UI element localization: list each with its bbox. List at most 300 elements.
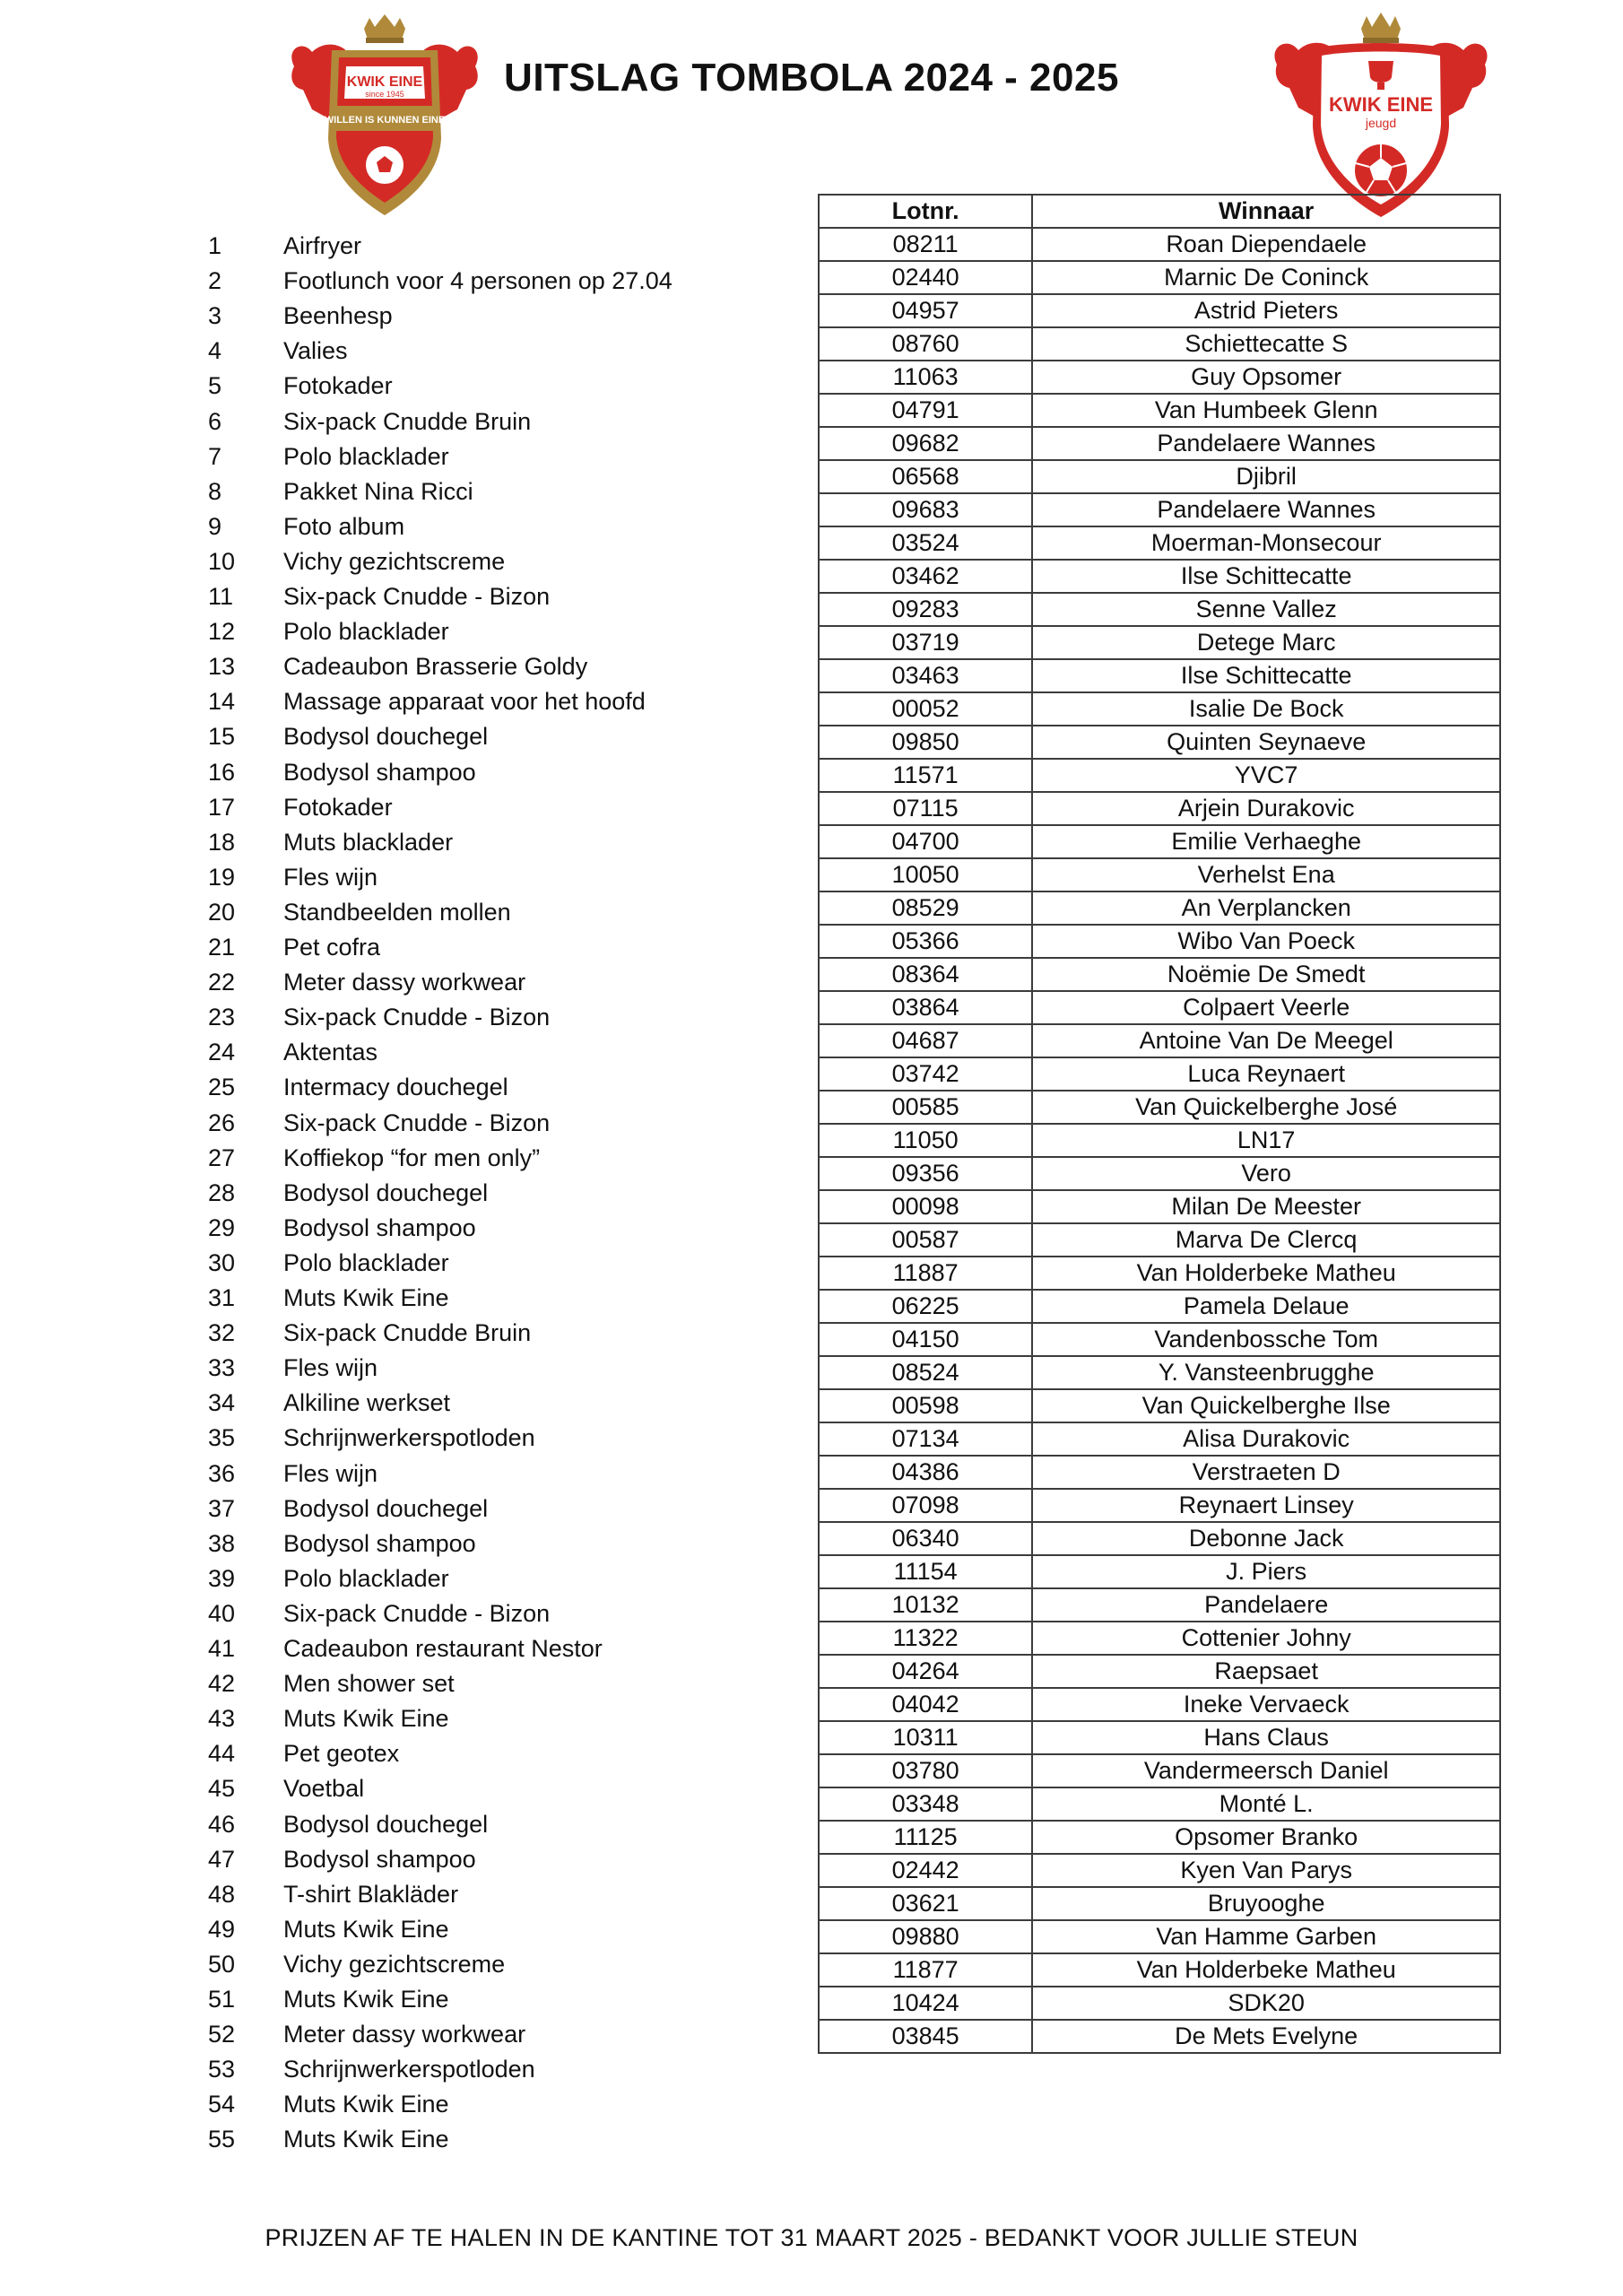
prize-name: Bodysol douchegel <box>283 723 489 751</box>
table-row <box>819 925 1500 958</box>
lot-number-cell: 11050 <box>819 1124 1032 1157</box>
table-row <box>819 1456 1500 1489</box>
winner-cell: Ilse Schittecatte <box>1032 659 1500 692</box>
prize-number: 13 <box>208 653 236 681</box>
winner-cell: Detege Marc <box>1032 626 1500 659</box>
lot-number-cell: 04264 <box>819 1655 1032 1688</box>
lot-number-cell: 03463 <box>819 659 1032 692</box>
prize-row <box>0 1631 807 1666</box>
winner-cell: Van Holderbeke Matheu <box>1032 1257 1500 1290</box>
prize-row <box>0 1736 807 1771</box>
prize-name: Polo blacklader <box>283 442 449 470</box>
winner-cell: Emilie Verhaeghe <box>1032 825 1500 858</box>
prize-name: Schrijnwerkerspotloden <box>283 2056 535 2083</box>
winner-cell: Pandelaere Wannes <box>1032 427 1500 460</box>
table-row <box>819 991 1500 1024</box>
prize-row <box>0 1351 807 1386</box>
prize-name: Six-pack Cnudde Bruin <box>283 1319 532 1347</box>
prize-name: Bodysol douchegel <box>283 1178 489 1206</box>
prize-row <box>0 1492 807 1526</box>
table-row <box>819 1787 1500 1821</box>
winner-cell: Verstraeten D <box>1032 1456 1500 1489</box>
prize-number: 39 <box>208 1564 236 1592</box>
prize-name: Bodysol shampoo <box>283 1213 476 1241</box>
lot-number-cell: 06568 <box>819 460 1032 493</box>
prize-row <box>0 1176 807 1211</box>
prize-row <box>0 439 807 474</box>
table-row <box>819 1190 1500 1223</box>
lot-number-cell: 10311 <box>819 1721 1032 1754</box>
table-row <box>819 759 1500 792</box>
lot-number-cell: 03719 <box>819 626 1032 659</box>
winner-cell: Wibo Van Poeck <box>1032 925 1500 958</box>
winner-cell: Pamela Delaue <box>1032 1290 1500 1323</box>
winner-cell: Colpaert Veerle <box>1032 991 1500 1024</box>
prize-number: 46 <box>208 1810 236 1838</box>
table-row <box>819 792 1500 825</box>
prize-name: Aktentas <box>283 1039 378 1066</box>
table-row <box>819 1124 1500 1157</box>
prize-number: 20 <box>208 898 236 926</box>
prize-number: 17 <box>208 793 236 821</box>
prize-row <box>0 1386 807 1421</box>
prize-row <box>0 1035 807 1070</box>
prize-number: 11 <box>208 583 234 610</box>
winner-cell: Reynaert Linsey <box>1032 1489 1500 1522</box>
table-row <box>819 361 1500 394</box>
winner-cell: Y. Vansteenbrugghe <box>1032 1356 1500 1389</box>
table-row <box>819 1920 1500 1953</box>
prize-name: Fotokader <box>283 372 393 400</box>
table-row <box>819 228 1500 261</box>
prize-row <box>0 544 807 579</box>
lot-number-cell: 03780 <box>819 1754 1032 1787</box>
prize-row <box>0 229 807 264</box>
winner-cell: SDK20 <box>1032 1987 1500 2020</box>
prize-name: Bodysol shampoo <box>283 1529 476 1557</box>
table-row <box>819 1622 1500 1655</box>
table-row <box>819 1489 1500 1522</box>
winner-cell: Raepsaet <box>1032 1655 1500 1688</box>
prize-number: 4 <box>208 337 222 365</box>
prize-row <box>0 1807 807 1842</box>
table-row <box>819 261 1500 294</box>
prize-row <box>0 2017 807 2052</box>
prize-name: Valies <box>283 337 348 365</box>
prize-name: Pakket Nina Ricci <box>283 477 473 505</box>
prize-name: Fles wijn <box>283 1354 378 1382</box>
prize-row <box>0 369 807 404</box>
prize-number: 26 <box>208 1109 236 1136</box>
prize-number: 55 <box>208 2126 236 2153</box>
winner-cell: Arjein Durakovic <box>1032 792 1500 825</box>
prize-name: Six-pack Cnudde - Bizon <box>283 1599 551 1627</box>
prize-number: 45 <box>208 1775 236 1803</box>
prize-number: 48 <box>208 1880 236 1908</box>
table-row <box>819 460 1500 493</box>
prize-name: Cadeaubon Brasserie Goldy <box>283 653 588 681</box>
winner-cell: Debonne Jack <box>1032 1522 1500 1555</box>
lot-number-cell: 03864 <box>819 991 1032 1024</box>
lot-number-cell: 03845 <box>819 2020 1032 2053</box>
prize-row <box>0 299 807 334</box>
prize-name: Bodysol douchegel <box>283 1494 489 1522</box>
lot-number-cell: 10424 <box>819 1987 1032 2020</box>
prize-number: 30 <box>208 1248 236 1276</box>
lot-number-cell: 11154 <box>819 1555 1032 1588</box>
prize-name: Beenhesp <box>283 302 393 330</box>
prize-name: Bodysol shampoo <box>283 1845 476 1873</box>
prize-row <box>0 790 807 825</box>
prize-number: 8 <box>208 477 222 505</box>
lot-number-cell: 09880 <box>819 1920 1032 1953</box>
prize-name: Massage apparaat voor het hoofd <box>283 688 646 716</box>
prize-row <box>0 1106 807 1141</box>
lot-number-cell: 08364 <box>819 958 1032 991</box>
winner-cell: Luca Reynaert <box>1032 1057 1500 1091</box>
table-row <box>819 1821 1500 1854</box>
winner-cell: LN17 <box>1032 1124 1500 1157</box>
prize-number: 6 <box>208 407 222 435</box>
table-row <box>819 560 1500 593</box>
winner-cell: Pandelaere Wannes <box>1032 493 1500 526</box>
table-row <box>819 1887 1500 1920</box>
winner-cell: Monté L. <box>1032 1787 1500 1821</box>
winner-cell: Ineke Vervaeck <box>1032 1688 1500 1721</box>
winner-cell: Verhelst Ena <box>1032 858 1500 891</box>
prize-row <box>0 719 807 754</box>
prize-name: Cadeaubon restaurant Nestor <box>283 1635 603 1662</box>
lot-number-cell: 07098 <box>819 1489 1032 1522</box>
prize-number: 3 <box>208 302 222 330</box>
prize-number: 47 <box>208 1845 236 1873</box>
prize-name: Schrijnwerkerspotloden <box>283 1424 535 1452</box>
table-row <box>819 1422 1500 1456</box>
table-row <box>819 493 1500 526</box>
table-row <box>819 1057 1500 1091</box>
prize-number: 40 <box>208 1599 236 1627</box>
table-row <box>819 294 1500 327</box>
winner-cell: Van Hamme Garben <box>1032 1920 1500 1953</box>
table-row <box>819 593 1500 626</box>
prize-number: 35 <box>208 1424 236 1452</box>
prize-row <box>0 755 807 790</box>
lot-number-cell: 04150 <box>819 1323 1032 1356</box>
prize-number: 32 <box>208 1319 236 1347</box>
prize-row <box>0 2087 807 2122</box>
table-header-row <box>819 195 1500 228</box>
lot-number-cell: 00585 <box>819 1091 1032 1124</box>
winner-cell: Vandermeersch Daniel <box>1032 1754 1500 1787</box>
lot-number-cell: 09283 <box>819 593 1032 626</box>
prize-name: Six-pack Cnudde - Bizon <box>283 1109 551 1136</box>
prize-name: Muts Kwik Eine <box>283 1986 449 2013</box>
lot-number-cell: 08529 <box>819 891 1032 925</box>
prize-name: Vichy gezichtscreme <box>283 547 506 575</box>
table-row <box>819 327 1500 361</box>
table-row <box>819 626 1500 659</box>
prize-row <box>0 1771 807 1806</box>
prize-row <box>0 1457 807 1492</box>
prize-name: Six-pack Cnudde - Bizon <box>283 583 551 610</box>
lot-number-cell: 11877 <box>819 1953 1032 1987</box>
lot-number-cell: 10050 <box>819 858 1032 891</box>
lot-number-cell: 02440 <box>819 261 1032 294</box>
prize-name: Muts Kwik Eine <box>283 1705 449 1733</box>
table-row <box>819 692 1500 726</box>
winner-cell: Vandenbossche Tom <box>1032 1323 1500 1356</box>
table-row <box>819 526 1500 560</box>
lot-number-cell: 09356 <box>819 1157 1032 1190</box>
logo-left-name: KWIK EINE <box>346 74 423 90</box>
prize-number: 52 <box>208 2021 236 2048</box>
prize-name: Voetbal <box>283 1775 365 1803</box>
prize-number: 33 <box>208 1354 236 1382</box>
prize-number: 31 <box>208 1284 236 1311</box>
lot-number-cell: 11887 <box>819 1257 1032 1290</box>
winner-cell: Pandelaere <box>1032 1588 1500 1622</box>
prize-name: Muts Kwik Eine <box>283 2126 449 2153</box>
prize-row <box>0 1316 807 1351</box>
prize-row <box>0 334 807 369</box>
lot-number-cell: 04957 <box>819 294 1032 327</box>
prize-number: 41 <box>208 1635 236 1662</box>
prize-name: T-shirt Blakläder <box>283 1880 459 1908</box>
prize-row <box>0 474 807 509</box>
prize-row <box>0 1596 807 1631</box>
prize-name: Bodysol shampoo <box>283 758 476 786</box>
lot-number-cell: 11571 <box>819 759 1032 792</box>
table-row <box>819 427 1500 460</box>
prize-name: Pet geotex <box>283 1740 400 1768</box>
prize-number: 5 <box>208 372 222 400</box>
table-row <box>819 1555 1500 1588</box>
lot-number-cell: 00052 <box>819 692 1032 726</box>
winner-cell: Marnic De Coninck <box>1032 261 1500 294</box>
prize-name: Six-pack Cnudde Bruin <box>283 407 532 435</box>
prize-row <box>0 579 807 614</box>
prize-name: Meter dassy workwear <box>283 969 526 996</box>
prize-number: 49 <box>208 1915 236 1943</box>
prize-name: Men shower set <box>283 1670 455 1698</box>
logo-right-sub: jeugd <box>1365 116 1397 130</box>
prize-number: 54 <box>208 2091 236 2118</box>
lot-number-cell: 07134 <box>819 1422 1032 1456</box>
winner-cell: Ilse Schittecatte <box>1032 560 1500 593</box>
lot-number-cell: 06225 <box>819 1290 1032 1323</box>
prize-name: Polo blacklader <box>283 1248 449 1276</box>
prize-number: 37 <box>208 1494 236 1522</box>
prize-row <box>0 264 807 299</box>
lot-number-cell: 04791 <box>819 394 1032 427</box>
prize-row <box>0 684 807 719</box>
lot-number-cell: 03462 <box>819 560 1032 593</box>
prize-name: Polo blacklader <box>283 618 449 646</box>
table-row <box>819 1024 1500 1057</box>
prize-list <box>0 0 807 2296</box>
header-lotnr: Lotnr. <box>819 195 1032 228</box>
prize-number: 51 <box>208 1986 236 2013</box>
prize-row <box>0 509 807 544</box>
table-row <box>819 1290 1500 1323</box>
winner-cell: Opsomer Branko <box>1032 1821 1500 1854</box>
lot-number-cell: 04386 <box>819 1456 1032 1489</box>
footer-note: PRIJZEN AF TE HALEN IN DE KANTINE TOT 31 MAART 2025 - BEDANKT VOOR JULLIE STEUN <box>265 2224 1358 2251</box>
winner-cell: Alisa Durakovic <box>1032 1422 1500 1456</box>
winner-cell: Astrid Pieters <box>1032 294 1500 327</box>
football-icon <box>1354 144 1408 197</box>
table-row <box>819 1953 1500 1987</box>
lot-number-cell: 10132 <box>819 1588 1032 1622</box>
lot-number-cell: 11063 <box>819 361 1032 394</box>
lot-number-cell: 05366 <box>819 925 1032 958</box>
prize-row <box>0 1877 807 1912</box>
table-row <box>819 1157 1500 1190</box>
prize-number: 9 <box>208 512 222 540</box>
prize-name: Muts Kwik Eine <box>283 1915 449 1943</box>
table-row <box>819 659 1500 692</box>
prize-name: Standbeelden mollen <box>283 898 511 926</box>
prize-row <box>0 404 807 439</box>
winner-cell: Noëmie De Smedt <box>1032 958 1500 991</box>
winner-cell: An Verplancken <box>1032 891 1500 925</box>
prize-row <box>0 1246 807 1281</box>
prize-number: 43 <box>208 1705 236 1733</box>
lot-number-cell: 06340 <box>819 1522 1032 1555</box>
prize-number: 42 <box>208 1670 236 1698</box>
winner-cell: Vero <box>1032 1157 1500 1190</box>
table-row <box>819 1389 1500 1422</box>
winner-cell: Van Holderbeke Matheu <box>1032 1953 1500 1987</box>
lot-number-cell: 07115 <box>819 792 1032 825</box>
winner-cell: Van Quickelberghe José <box>1032 1091 1500 1124</box>
winner-cell: Van Quickelberghe Ilse <box>1032 1389 1500 1422</box>
prize-number: 16 <box>208 758 236 786</box>
kwik-eine-jeugd-logo <box>1264 9 1497 224</box>
header-winnaar: Winnaar <box>1032 195 1500 228</box>
prize-number: 34 <box>208 1389 236 1417</box>
prize-name: Fotokader <box>283 793 393 821</box>
lot-number-cell: 04687 <box>819 1024 1032 1057</box>
table-row <box>819 858 1500 891</box>
prize-row <box>0 1842 807 1877</box>
prize-number: 10 <box>208 547 236 575</box>
prize-row <box>0 1000 807 1035</box>
lot-number-cell: 04042 <box>819 1688 1032 1721</box>
winner-cell: Van Humbeek Glenn <box>1032 394 1500 427</box>
prize-number: 7 <box>208 442 222 470</box>
prize-number: 27 <box>208 1144 236 1171</box>
prize-number: 23 <box>208 1004 236 1031</box>
prize-row <box>0 1701 807 1736</box>
prize-row <box>0 895 807 930</box>
lot-number-cell: 09850 <box>819 726 1032 759</box>
prize-number: 18 <box>208 828 236 856</box>
prize-row <box>0 965 807 1000</box>
prize-name: Pet cofra <box>283 934 381 961</box>
prize-name: Vichy gezichtscreme <box>283 1950 506 1978</box>
table-row <box>819 726 1500 759</box>
prize-row <box>0 1141 807 1176</box>
table-row <box>819 1223 1500 1257</box>
lot-number-cell: 09682 <box>819 427 1032 460</box>
table-row <box>819 958 1500 991</box>
prize-number: 15 <box>208 723 236 751</box>
winner-cell: Djibril <box>1032 460 1500 493</box>
table-row <box>819 1854 1500 1887</box>
prize-row <box>0 1526 807 1561</box>
prize-number: 19 <box>208 863 236 891</box>
lot-number-cell: 03524 <box>819 526 1032 560</box>
table-row <box>819 1356 1500 1389</box>
results-table <box>818 194 1501 2054</box>
winner-cell: Quinten Seynaeve <box>1032 726 1500 759</box>
crown-icon <box>1361 13 1401 43</box>
prize-name: Fles wijn <box>283 863 378 891</box>
table-row <box>819 891 1500 925</box>
prize-row <box>0 2052 807 2087</box>
table-row <box>819 2020 1500 2053</box>
prize-name: Koffiekop “for men only” <box>283 1144 541 1171</box>
lot-number-cell: 08211 <box>819 228 1032 261</box>
table-row <box>819 1091 1500 1124</box>
lot-number-cell: 04700 <box>819 825 1032 858</box>
prize-name: Intermacy douchegel <box>283 1074 508 1101</box>
winner-cell: Roan Diependaele <box>1032 228 1500 261</box>
prize-number: 24 <box>208 1039 236 1066</box>
winner-cell: J. Piers <box>1032 1555 1500 1588</box>
winner-cell: Moerman-Monsecour <box>1032 526 1500 560</box>
prize-number: 44 <box>208 1740 236 1768</box>
prize-number: 50 <box>208 1950 236 1978</box>
prize-row <box>0 860 807 895</box>
winner-cell: Isalie De Bock <box>1032 692 1500 726</box>
table-row <box>819 1257 1500 1290</box>
lot-number-cell: 03621 <box>819 1887 1032 1920</box>
prize-row <box>0 1947 807 1982</box>
prize-number: 29 <box>208 1213 236 1241</box>
logo-left-since: since 1945 <box>365 90 404 99</box>
prize-number: 53 <box>208 2056 236 2083</box>
prize-name: Alkiline werkset <box>283 1389 451 1417</box>
lot-number-cell: 03742 <box>819 1057 1032 1091</box>
table-row <box>819 1721 1500 1754</box>
page-title: UITSLAG TOMBOLA 2024 - 2025 <box>504 56 1119 100</box>
winner-cell: De Mets Evelyne <box>1032 2020 1500 2053</box>
table-row <box>819 1688 1500 1721</box>
winner-cell: Antoine Van De Meegel <box>1032 1024 1500 1057</box>
lot-number-cell: 00587 <box>819 1223 1032 1257</box>
table-row <box>819 1655 1500 1688</box>
table-row <box>819 1588 1500 1622</box>
winner-cell: Senne Vallez <box>1032 593 1500 626</box>
prize-name: Fles wijn <box>283 1459 378 1487</box>
table-row <box>819 825 1500 858</box>
winner-cell: Cottenier Johny <box>1032 1622 1500 1655</box>
prize-row <box>0 649 807 684</box>
winner-cell: Kyen Van Parys <box>1032 1854 1500 1887</box>
prize-number: 2 <box>208 267 222 295</box>
prize-name: Muts Kwik Eine <box>283 2091 449 2118</box>
prize-name: Muts blacklader <box>283 828 454 856</box>
prize-number: 22 <box>208 969 236 996</box>
prize-name: Airfryer <box>283 232 361 259</box>
table-row <box>819 1522 1500 1555</box>
prize-name: Footlunch voor 4 personen op 27.04 <box>283 267 673 295</box>
lot-number-cell: 11125 <box>819 1821 1032 1854</box>
table-row <box>819 1987 1500 2020</box>
prize-number: 14 <box>208 688 236 716</box>
